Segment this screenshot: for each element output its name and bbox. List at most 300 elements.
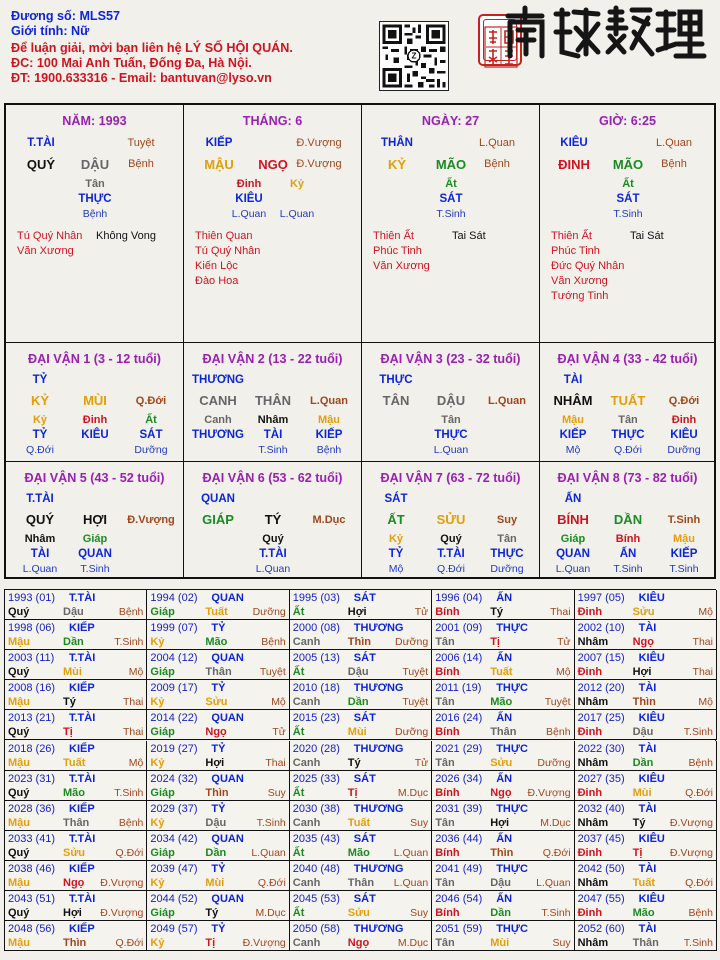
annual-stage: Dưỡng xyxy=(395,726,429,739)
hidden-star: KIÊU xyxy=(670,429,698,441)
pillar-can: MẬU xyxy=(204,157,234,172)
shen-sha-star: Tú Quý Nhân xyxy=(17,230,83,242)
annual-cell xyxy=(147,741,289,771)
annual-chi: Sửu xyxy=(490,756,513,769)
hidden-stage: T.Sinh xyxy=(258,444,288,456)
annual-can: Bính xyxy=(435,606,460,618)
annual-stage: Mộ xyxy=(698,606,713,618)
annual-cell xyxy=(575,620,717,650)
annual-stage: Đ.Vượng xyxy=(669,846,713,859)
annual-year: 2033 (41) xyxy=(8,832,56,845)
annual-year: 2000 (08) xyxy=(292,622,340,635)
annual-stage: Tử xyxy=(414,606,429,618)
annual-year: 2034 (42) xyxy=(150,832,198,845)
dai-van-can: GIÁP xyxy=(202,512,234,527)
annual-star: THƯƠNG xyxy=(353,923,404,936)
annual-stage: Suy xyxy=(410,907,429,919)
annual-stage: L.Quan xyxy=(393,876,429,889)
annual-can: Đinh xyxy=(577,606,603,618)
hidden-can: Giáp xyxy=(560,533,586,545)
annual-can: Kỷ xyxy=(150,756,165,769)
dai-van-star: TÀI xyxy=(563,374,583,386)
annual-chi: Mùi xyxy=(632,786,652,799)
hidden-star: THỰC xyxy=(78,193,112,205)
annual-can: Giáp xyxy=(150,907,175,919)
pillar-can: KỶ xyxy=(387,157,407,172)
annual-star: THỰC xyxy=(496,862,528,875)
annual-cell xyxy=(432,650,574,680)
annual-cell xyxy=(290,921,432,951)
annual-cell xyxy=(147,590,289,620)
pillar-can: ĐINH xyxy=(558,157,590,172)
dai-van-stage: L.Quan xyxy=(488,395,526,407)
annual-chi: Thìn xyxy=(632,696,656,709)
annual-can: Bính xyxy=(435,907,460,919)
hidden-stage: L.Quan xyxy=(279,208,315,220)
shen-sha-star: Đức Quý Nhân xyxy=(551,260,625,272)
dai-van-star: THƯƠNG xyxy=(192,374,244,386)
shen-sha-star: Phúc Tinh xyxy=(373,245,422,257)
annual-can: Kỷ xyxy=(150,696,165,709)
annual-can: Ất xyxy=(292,666,305,679)
annual-stage: Thai xyxy=(265,756,286,769)
hidden-stage: T.Sinh xyxy=(436,208,466,220)
annual-stage: T.Sinh xyxy=(683,937,713,950)
shen-sha-star: Tai Sát xyxy=(452,230,486,242)
hidden-can: Ất xyxy=(445,178,457,190)
annual-star: KIẾP xyxy=(69,622,95,635)
dai-van-chi: TUẤT xyxy=(610,393,646,408)
annual-star: TỶ xyxy=(211,802,226,815)
annual-star: KIÊU xyxy=(638,712,665,725)
dai-van-can: ẤT xyxy=(387,512,405,527)
dai-van-star: SÁT xyxy=(384,493,408,505)
pillar-chi: DẬU xyxy=(80,157,110,172)
annual-stage: Bệnh xyxy=(688,756,713,769)
pillar-1 xyxy=(184,105,362,343)
annual-year: 2028 (36) xyxy=(8,802,56,815)
hidden-stage: L.Quan xyxy=(555,563,591,575)
annual-star: KIÊU xyxy=(638,592,665,604)
annual-star: THỰC xyxy=(496,682,528,695)
annual-can: Đinh xyxy=(577,846,603,859)
annual-chi: Ngọ xyxy=(490,786,512,799)
annual-year: 2048 (56) xyxy=(8,923,56,936)
pillar-star: KIẾP xyxy=(205,137,233,149)
annual-stage: Đ.Vượng xyxy=(527,786,571,799)
annual-can: Tân xyxy=(435,636,455,649)
annual-cell xyxy=(432,771,574,801)
annual-star: KIẾP xyxy=(69,862,95,875)
annual-cell xyxy=(147,680,289,710)
annual-can: Tân xyxy=(435,756,455,769)
annual-cell xyxy=(147,650,289,680)
annual-year: 2021 (29) xyxy=(435,742,483,755)
annual-chi: Thìn xyxy=(63,937,87,950)
annual-stage: M.Dục xyxy=(397,937,429,950)
annual-can: Kỷ xyxy=(150,636,165,649)
annual-can: Canh xyxy=(292,756,321,769)
annual-star: ẤN xyxy=(496,772,513,785)
annual-star: TÀI xyxy=(638,862,657,875)
annual-chi: Thìn xyxy=(205,786,229,799)
hidden-can: Kỷ xyxy=(289,178,305,190)
annual-star: TÀI xyxy=(638,923,657,936)
annual-chi: Mùi xyxy=(490,937,510,950)
annual-can: Mậu xyxy=(8,636,30,649)
annual-year: 2020 (28) xyxy=(292,742,340,755)
dai-van-chi: MÙI xyxy=(83,393,107,408)
annual-can: Canh xyxy=(292,937,321,950)
annual-chi: Sửu xyxy=(205,696,228,709)
annual-stage: Q.Đới xyxy=(115,937,144,950)
shen-sha-star: Phúc Tinh xyxy=(551,245,600,257)
dai-van-chi: DẦN xyxy=(613,512,643,527)
hidden-star: T.TÀI xyxy=(259,548,287,560)
annual-year: 2009 (17) xyxy=(150,682,198,695)
annual-cell xyxy=(5,861,147,891)
hidden-can: Đinh xyxy=(82,414,108,426)
annual-stage: Suy xyxy=(552,937,571,950)
pillar-can: QUÝ xyxy=(26,157,56,172)
annual-stage: Mộ xyxy=(128,756,144,769)
annual-year: 2010 (18) xyxy=(292,682,340,695)
annual-star: KIÊU xyxy=(638,772,665,785)
annual-year: 2051 (59) xyxy=(435,923,483,936)
annual-star: QUAN xyxy=(211,712,244,725)
annual-star: T.TÀI xyxy=(69,592,96,604)
annual-stage: Tuyệt xyxy=(402,696,429,709)
shen-sha-star: Đào Hoa xyxy=(195,275,239,287)
dai-van-can: CANH xyxy=(199,393,237,408)
annual-can: Bính xyxy=(435,726,460,739)
annual-star: KIẾP xyxy=(69,682,95,695)
annual-year: 2022 (30) xyxy=(577,742,625,755)
annual-cell xyxy=(575,710,717,740)
annual-stage: T.Sinh xyxy=(256,816,286,829)
annual-year: 2027 (35) xyxy=(577,772,625,785)
annual-stage: Mộ xyxy=(698,696,713,709)
hidden-star: KIÊU xyxy=(81,429,109,441)
pillar-chi-stage: Bệnh xyxy=(661,158,687,170)
annual-cell xyxy=(290,891,432,921)
annual-chi: Mão xyxy=(63,786,85,799)
annual-can: Ất xyxy=(292,846,305,859)
annual-chi: Ngọ xyxy=(632,636,654,649)
annual-can: Nhâm xyxy=(577,816,609,829)
annual-star: TÀI xyxy=(638,622,657,635)
pillar-chi: NGỌ xyxy=(258,157,288,172)
annual-can: Ất xyxy=(292,606,305,618)
annual-can: Tân xyxy=(435,876,455,889)
hidden-stage: Bệnh xyxy=(82,208,108,220)
annual-can: Đinh xyxy=(577,786,603,799)
hidden-stage: Dưỡng xyxy=(667,444,701,456)
annual-year: 1999 (07) xyxy=(150,622,198,635)
annual-chi: Tý xyxy=(490,606,504,618)
shen-sha-star: Tai Sát xyxy=(630,230,664,242)
hidden-stage: Q.Đới xyxy=(614,444,642,456)
annual-chi: Thân xyxy=(205,666,232,679)
hidden-can: Đinh xyxy=(236,178,262,190)
hidden-star: QUAN xyxy=(78,548,112,560)
pillar-stage: Đ.Vượng xyxy=(296,137,342,149)
annual-cell xyxy=(290,650,432,680)
annual-can: Giáp xyxy=(150,726,175,739)
annual-chi: Tuất xyxy=(205,606,228,618)
annual-can: Đinh xyxy=(577,726,603,739)
shen-sha-star: Thiên Ất xyxy=(373,230,414,242)
pillar-2 xyxy=(362,105,540,343)
annual-chi: Hợi xyxy=(347,606,367,618)
annual-star: ẤN xyxy=(496,652,513,665)
annual-chi: Mùi xyxy=(63,666,82,679)
annual-can: Kỷ xyxy=(150,816,165,829)
hidden-star: THỰC xyxy=(490,548,524,560)
annual-stage: Thai xyxy=(692,666,713,679)
annual-stage: T.Sinh xyxy=(541,907,571,919)
annual-chi: Tuất xyxy=(63,756,86,769)
hidden-stage: T.Sinh xyxy=(613,563,643,575)
annual-year: 2019 (27) xyxy=(150,742,198,755)
annual-cell xyxy=(432,620,574,650)
annual-star: ẤN xyxy=(496,893,513,905)
pillar-chi: MÃO xyxy=(435,157,467,172)
annual-stage: Bệnh xyxy=(546,726,571,739)
annual-chi: Dần xyxy=(63,636,84,649)
annual-star: SÁT xyxy=(353,893,376,905)
annual-cell xyxy=(147,831,289,861)
annual-star: T.TÀI xyxy=(69,893,96,905)
dai-van-8 xyxy=(540,462,716,579)
annual-cell xyxy=(5,710,147,740)
hidden-stage: Q.Đới xyxy=(437,563,465,575)
annual-year: 2017 (25) xyxy=(577,712,625,725)
annual-chi: Dậu xyxy=(63,606,84,618)
annual-cell xyxy=(147,771,289,801)
annual-chi: Tị xyxy=(347,786,358,799)
dai-van-title: ĐẠI VẬN 2 (13 - 22 tuổi) xyxy=(202,352,343,366)
annual-stage: Tuyệt xyxy=(402,666,429,679)
annual-year: 2036 (44) xyxy=(435,832,483,845)
annual-year: 2023 (31) xyxy=(8,772,56,785)
annual-star: SÁT xyxy=(353,652,376,665)
hidden-stage: T.Sinh xyxy=(613,208,643,220)
annual-cell xyxy=(147,861,289,891)
pillars-grid xyxy=(4,103,716,579)
annual-star: TÀI xyxy=(638,682,657,695)
hidden-stage: Q.Đới xyxy=(26,444,54,456)
annual-cell xyxy=(575,861,717,891)
annual-year: 1995 (03) xyxy=(292,592,340,604)
annual-cell xyxy=(575,891,717,921)
annual-year: 1996 (04) xyxy=(435,592,483,604)
dai-van-6 xyxy=(184,462,362,579)
annual-chi: Tý xyxy=(347,756,361,769)
annual-can: Quý xyxy=(8,666,30,679)
annual-chi: Hợi xyxy=(490,816,510,829)
annual-chi: Sửu xyxy=(632,606,655,618)
dai-van-can: BÍNH xyxy=(557,512,589,527)
annual-star: ẤN xyxy=(496,592,513,604)
brand-logo xyxy=(498,4,708,60)
annual-star: T.TÀI xyxy=(69,772,96,785)
hidden-can: Mậu xyxy=(562,414,584,426)
annual-chi: Dậu xyxy=(347,666,369,679)
annual-cell xyxy=(432,590,574,620)
hidden-star: THỰC xyxy=(434,429,468,441)
address-text: ĐC: 100 Mai Anh Tuấn, Đống Đa, Hà Nội. xyxy=(11,56,252,70)
dai-van-stage: Q.Đới xyxy=(668,395,700,407)
annual-can: Tân xyxy=(435,696,455,709)
annual-cell xyxy=(575,741,717,771)
hidden-stage: T.Sinh xyxy=(80,563,110,575)
dai-van-stage: Suy xyxy=(496,514,518,526)
annual-stage: Mộ xyxy=(128,666,144,679)
dai-van-chi: SỬU xyxy=(436,512,466,527)
hidden-can: Đinh xyxy=(671,414,697,426)
annual-cell xyxy=(290,771,432,801)
annual-stage: Dưỡng xyxy=(252,606,286,618)
annual-star: SÁT xyxy=(353,712,376,725)
dai-van-2 xyxy=(184,343,362,462)
annual-can: Bính xyxy=(435,846,460,859)
dai-van-chi: HỢI xyxy=(82,512,108,527)
dai-van-star: THỰC xyxy=(379,374,413,386)
annual-chi: Hợi xyxy=(205,756,225,769)
annual-year: 1997 (05) xyxy=(577,592,625,604)
annual-cell xyxy=(5,741,147,771)
annual-cell xyxy=(432,831,574,861)
annual-stage: Mộ xyxy=(555,666,571,679)
annual-can: Nhâm xyxy=(577,876,609,889)
dai-van-chi: THÂN xyxy=(254,393,292,408)
dai-van-stage: L.Quan xyxy=(310,395,348,407)
annual-stage: Tử xyxy=(272,726,286,739)
annual-stage: Thai xyxy=(550,606,571,618)
annual-stage: Q.Đới xyxy=(685,876,713,889)
hidden-can: Kỷ xyxy=(32,414,48,426)
dai-van-title: ĐẠI VẬN 1 (3 - 12 tuổi) xyxy=(28,352,161,366)
annual-cell xyxy=(575,771,717,801)
annual-chi: Tị xyxy=(490,636,500,649)
annual-can: Giáp xyxy=(150,666,175,679)
annual-stage: Thai xyxy=(122,726,144,739)
annual-stage: M.Dục xyxy=(397,786,429,799)
annual-chi: Dần xyxy=(490,907,511,919)
annual-can: Tân xyxy=(435,937,455,950)
annual-chi: Tị xyxy=(63,726,73,739)
hidden-star: KIÊU xyxy=(235,193,263,205)
annual-chi: Dậu xyxy=(490,876,511,889)
pillar-title: NGÀY: 27 xyxy=(421,114,480,128)
hidden-can: Ất xyxy=(622,178,634,190)
chart-header xyxy=(11,9,371,86)
dai-van-chi: DẬU xyxy=(436,393,466,408)
annual-stage: Q.Đới xyxy=(685,786,713,799)
annual-cell xyxy=(575,921,717,951)
hidden-star: TÀI xyxy=(263,429,283,441)
annual-cell xyxy=(290,801,432,831)
annual-star: QUAN xyxy=(211,893,244,905)
annual-can: Mậu xyxy=(8,937,30,950)
shen-sha-star: Kiến Lộc xyxy=(195,260,238,272)
annual-star: THƯƠNG xyxy=(353,802,404,815)
pillar-title: GIỜ: 6:25 xyxy=(599,114,656,128)
annual-can: Tân xyxy=(435,816,455,829)
dai-van-can: QUÝ xyxy=(25,512,55,527)
annual-cell xyxy=(432,710,574,740)
annual-year: 2007 (15) xyxy=(577,652,625,665)
annual-year: 2005 (13) xyxy=(292,652,340,665)
annual-stage: Q.Đới xyxy=(257,876,286,889)
annual-cell xyxy=(147,801,289,831)
annual-year: 2024 (32) xyxy=(150,772,198,785)
annual-can: Quý xyxy=(8,606,30,618)
hidden-star: TỶ xyxy=(32,429,48,441)
annual-cell xyxy=(290,680,432,710)
annual-year: 1994 (02) xyxy=(150,592,198,604)
annual-year: 2002 (10) xyxy=(577,622,625,635)
annual-stage: Suy xyxy=(267,786,286,799)
annual-star: TỶ xyxy=(211,862,226,875)
annual-star: KIẾP xyxy=(69,802,95,815)
annual-year: 2043 (51) xyxy=(8,893,56,905)
annual-can: Nhâm xyxy=(577,756,609,769)
annual-stage: Bệnh xyxy=(118,816,144,829)
pillar-0 xyxy=(6,105,184,343)
annual-year: 2015 (23) xyxy=(292,712,340,725)
annual-star: T.TÀI xyxy=(69,652,96,665)
annual-cell xyxy=(290,861,432,891)
annual-star: ẤN xyxy=(496,832,513,845)
pillar-title: THÁNG: 6 xyxy=(242,114,303,128)
dai-van-title: ĐẠI VẬN 6 (53 - 62 tuổi) xyxy=(202,471,343,485)
annual-chi: Dần xyxy=(347,696,369,709)
annual-year: 2045 (53) xyxy=(292,893,340,905)
annual-cell xyxy=(290,590,432,620)
hidden-star: SÁT xyxy=(616,193,640,205)
annual-year: 2046 (54) xyxy=(435,893,483,905)
annual-chi: Dần xyxy=(632,756,654,769)
annual-chi: Dậu xyxy=(632,726,654,739)
consult-notice: Để luận giải, mời bạn liên hệ LÝ SỐ HỘI QUÁN. xyxy=(11,41,293,55)
annual-stage: M.Dục xyxy=(540,816,571,829)
dai-van-stage: Đ.Vượng xyxy=(127,514,175,526)
annual-cell xyxy=(575,801,717,831)
annual-can: Ất xyxy=(292,786,305,799)
hidden-can: Quý xyxy=(440,533,462,545)
annual-cell xyxy=(5,650,147,680)
shen-sha-star: Văn Xương xyxy=(551,275,608,287)
annual-star: THỰC xyxy=(496,622,528,635)
annual-can: Canh xyxy=(292,876,321,889)
svg-text:Z: Z xyxy=(411,51,417,61)
dai-van-can: TÂN xyxy=(382,393,410,408)
annual-chi: Mão xyxy=(205,636,228,649)
annual-can: Bính xyxy=(435,666,460,679)
shen-sha-star: Không Vong xyxy=(96,230,156,242)
annual-chi: Hợi xyxy=(632,666,652,679)
annual-star: QUAN xyxy=(211,592,244,604)
annual-can: Nhâm xyxy=(577,636,609,649)
annual-year: 2013 (21) xyxy=(8,712,56,725)
annual-cell xyxy=(290,620,432,650)
qr-code-icon xyxy=(379,21,449,91)
dai-van-star: TỶ xyxy=(32,374,48,386)
annual-chi: Thìn xyxy=(490,846,514,859)
annual-year: 2006 (14) xyxy=(435,652,483,665)
